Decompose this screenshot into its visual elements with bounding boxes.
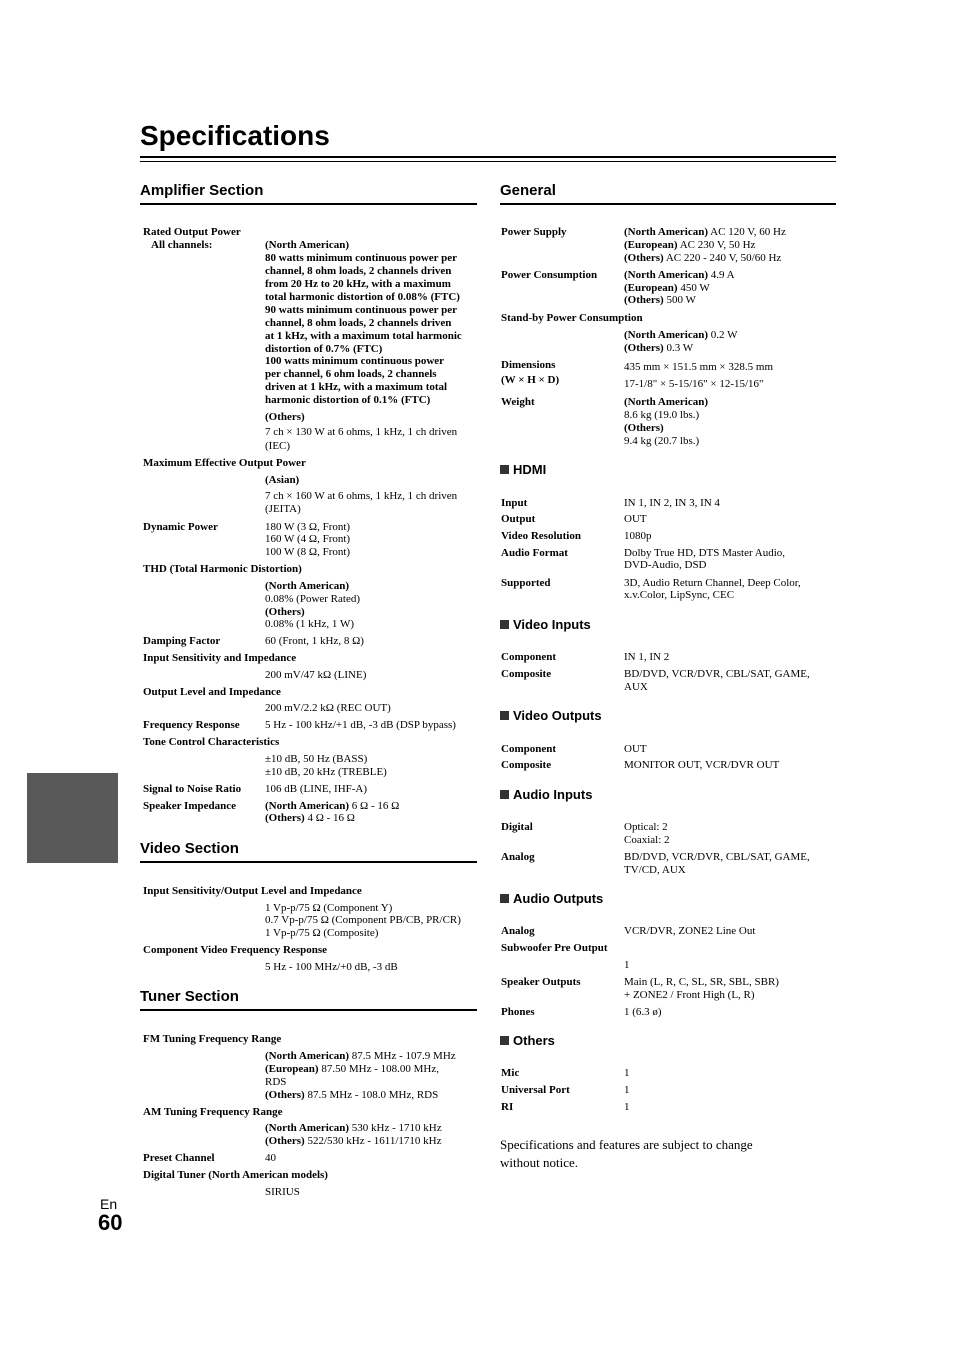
spec-value: OUT [624,743,647,755]
spec-label: AM Tuning Frequency Range [143,1106,283,1118]
spec-label: Analog [501,925,535,937]
region-label: (North American) [624,269,709,281]
subheading-text: Audio Inputs [513,787,593,802]
spec-label: Phones [501,1006,535,1018]
hdmi-subheading [500,462,546,478]
spec-label: Digital [501,821,533,833]
spec-value: channel, 8 ohm loads, 2 channels driven [265,265,452,277]
square-bullet-icon [500,894,509,903]
spec-value: per channel, 6 ohm loads, 2 channels [265,368,437,380]
spec-value: OUT [624,513,647,525]
spec-value: 80 watts minimum continuous power per [265,252,458,264]
audio-outputs-subheading [500,891,603,907]
spec-value: 1 (6.3 ø) [624,1006,662,1018]
spec-value [624,269,735,282]
general-section-heading: General [500,182,556,199]
title-rule-thin [140,161,836,162]
tuner-section-heading: Tuner Section [140,988,239,1005]
spec-value: 100 W (8 Ω, Front) [265,546,351,558]
spec-value [265,1050,456,1063]
spec-value: 1080p [624,530,652,542]
spec-label: Input [501,497,528,509]
spec-value: 17-1/8" × 5-15/16" × 12-15/16" [624,378,764,390]
amplifier-heading-rule [140,203,477,205]
spec-value: 5 Hz - 100 MHz/+0 dB, -3 dB [265,961,398,973]
spec-label: Stand-by Power Consumption [501,312,643,324]
spec-label: Component [501,743,557,755]
spec-value: x.v.Color, LipSync, CEC [624,589,735,601]
spec-value: 7 ch × 160 W at 6 ohms, 1 kHz, 1 ch driven [265,490,458,502]
subheading-text: Others [513,1033,555,1048]
spec-label: Signal to Noise Ratio [143,783,242,795]
amplifier-section-heading: Amplifier Section [140,182,264,199]
spec-label: Power Consumption [501,269,598,281]
spec-label: Audio Format [501,547,568,559]
spec-value [624,294,696,307]
spec-value: 200 mV/2.2 kΩ (REC OUT) [265,702,391,714]
spec-label: All channels: [151,239,213,251]
general-heading-rule [500,203,836,205]
spec-label: Subwoofer Pre Output [501,942,608,954]
region-label: (Others) [624,342,664,354]
spec-value: 8.6 kg (19.0 lbs.) [624,409,700,421]
value-text: 6 Ω - 16 Ω [349,800,400,812]
value-text: 450 W [677,282,710,294]
disclaimer-line: Specifications and features are subject to change [500,1137,753,1152]
spec-value: IN 1, IN 2 [624,651,670,663]
region-label: (Others) [265,411,305,423]
video-heading-rule [140,861,477,863]
spec-value: 200 mV/47 kΩ (LINE) [265,669,367,681]
spec-value: (IEC) [265,440,291,452]
spec-value: 60 (Front, 1 kHz, 8 Ω) [265,635,364,647]
region-label: (European) [265,1063,319,1075]
spec-value: 90 watts minimum continuous power per [265,304,458,316]
spec-disclaimer [500,1136,753,1172]
region-label: (Asian) [265,474,300,486]
spec-value: 7 ch × 130 W at 6 ohms, 1 kHz, 1 ch driven [265,426,458,438]
spec-value [265,1122,442,1135]
spec-value: Coaxial: 2 [624,834,670,846]
value-text: 522/530 kHz - 1611/1710 kHz [304,1135,442,1147]
region-label: (Others) [624,294,664,306]
spec-value: harmonic distortion of 0.1% (FTC) [265,394,431,406]
spec-value: RDS [265,1076,287,1088]
value-text: 0.2 W [708,329,738,341]
spec-value: AUX [624,681,648,693]
spec-value: distortion of 0.7% (FTC) [265,343,383,355]
spec-label: Composite [501,668,552,680]
spec-value: DVD-Audio, DSD [624,559,707,571]
spec-value: 0.7 Vp-p/75 Ω (Component PB/CB, PR/CR) [265,914,461,926]
subheading-text: Audio Outputs [513,891,604,906]
spec-value: BD/DVD, VCR/DVR, CBL/SAT, GAME, [624,668,810,680]
spec-label: Dimensions [501,359,556,371]
value-text: 87.5 MHz - 108.0 MHz, RDS [304,1089,439,1101]
spec-value: 0.08% (1 kHz, 1 W) [265,618,354,630]
region-label: (North American) [624,226,709,238]
language-label: En [100,1196,118,1212]
value-text: 0.3 W [663,342,694,354]
spec-label: Damping Factor [143,635,221,647]
spec-value: 1 [624,1084,630,1096]
spec-value: Optical: 2 [624,821,668,833]
spec-value: 5 Hz - 100 kHz/+1 dB, -3 dB (DSP bypass) [265,719,456,731]
spec-value: from 20 Hz to 20 kHz, with a maximum [265,278,451,290]
value-text: 500 W [663,294,696,306]
spec-label: Maximum Effective Output Power [143,457,306,469]
spec-value: IN 1, IN 2, IN 3, IN 4 [624,497,720,509]
spec-value [265,1135,442,1148]
spec-label: Input Sensitivity/Output Level and Impedance [143,885,362,897]
video-outputs-subheading [500,708,602,724]
disclaimer-line: without notice. [500,1155,578,1170]
spec-label: Weight [501,396,535,408]
region-label: (North American) [624,329,709,341]
square-bullet-icon [500,790,509,799]
square-bullet-icon [500,1036,509,1045]
spec-value: 106 dB (LINE, IHF-A) [265,783,368,795]
subheading-text: HDMI [513,462,547,477]
spec-label: Digital Tuner (North American models) [143,1169,328,1181]
spec-label: Supported [501,577,551,589]
spec-label: Output [501,513,536,525]
spec-value: VCR/DVR, ZONE2 Line Out [624,925,756,937]
spec-value [265,1089,438,1102]
spec-value: 9.4 kg (20.7 lbs.) [624,435,700,447]
region-label: (European) [624,282,678,294]
region-label: (North American) [624,396,709,408]
spec-value: ±10 dB, 20 kHz (TREBLE) [265,766,387,778]
spec-value [624,239,755,252]
spec-value: + ZONE2 / Front High (L, R) [624,989,755,1001]
page-number: 60 [98,1210,123,1235]
value-text: 87.50 MHz - 108.00 MHz, [318,1063,439,1075]
spec-value: 1 Vp-p/75 Ω (Component Y) [265,902,393,914]
spec-value: 3D, Audio Return Channel, Deep Color, [624,577,801,589]
square-bullet-icon [500,620,509,629]
spec-label: Mic [501,1067,520,1079]
spec-label: Rated Output Power [143,226,241,238]
spec-value: 1 [624,1101,630,1113]
spec-value: 1 [624,959,630,971]
square-bullet-icon [500,711,509,720]
spec-value: SIRIUS [265,1186,300,1198]
spec-label: Composite [501,759,552,771]
region-label: (North American) [265,239,350,251]
spec-value: (JEITA) [265,503,301,515]
spec-value: 1 [624,1067,630,1079]
spec-label: Tone Control Characteristics [143,736,280,748]
spec-label: Universal Port [501,1084,570,1096]
spec-value: Main (L, R, C, SL, SR, SBL, SBR) [624,976,779,988]
spec-value [265,812,355,825]
page-title: Specifications [140,120,330,151]
spec-value: 1 Vp-p/75 Ω (Composite) [265,927,379,939]
region-label: (Others) [265,1135,305,1147]
square-bullet-icon [500,465,509,474]
region-label: (Others) [265,606,305,618]
section-tab [27,773,118,863]
spec-label: THD (Total Harmonic Distortion) [143,563,302,575]
spec-label: Frequency Response [143,719,240,731]
subheading-text: Video Inputs [513,617,591,632]
value-text: AC 120 V, 60 Hz [708,226,786,238]
value-text: 87.5 MHz - 107.9 MHz [349,1050,456,1062]
spec-value: ±10 dB, 50 Hz (BASS) [265,753,368,765]
region-label: (North American) [265,800,350,812]
region-label: (North American) [265,1122,350,1134]
value-text: 4.9 A [708,269,735,281]
region-label: (North American) [265,580,350,592]
spec-value [624,329,737,342]
spec-label: Input Sensitivity and Impedance [143,652,297,664]
audio-inputs-subheading [500,787,592,803]
spec-value: MONITOR OUT, VCR/DVR OUT [624,759,780,771]
spec-value [624,252,781,265]
spec-label: Component Video Frequency Response [143,944,328,956]
spec-value: 100 watts minimum continuous power [265,355,445,367]
spec-value [624,226,786,239]
value-text: 530 kHz - 1710 kHz [349,1122,442,1134]
region-label: (Others) [624,422,664,434]
tuner-heading-rule [140,1009,477,1011]
spec-value: Dolby True HD, DTS Master Audio, [624,547,786,559]
spec-value: channel, 8 ohm loads, 2 channels driven [265,317,452,329]
spec-label: Speaker Impedance [143,800,236,812]
spec-label: Component [501,651,557,663]
spec-value: total harmonic distortion of 0.08% (FTC) [265,291,460,303]
subheading-text: Video Outputs [513,708,602,723]
video-inputs-subheading [500,617,591,633]
region-label: (Others) [624,252,664,264]
spec-value: 435 mm × 151.5 mm × 328.5 mm [624,361,773,373]
spec-value: driven at 1 kHz, with a maximum total [265,381,448,393]
spec-value [265,1063,439,1076]
spec-label: Preset Channel [143,1152,215,1164]
region-label: (Others) [265,812,305,824]
spec-label: (W × H × D) [501,374,560,386]
others-subheading [500,1033,555,1049]
video-section-heading: Video Section [140,840,239,857]
value-text: AC 220 - 240 V, 50/60 Hz [663,252,782,264]
region-label: (North American) [265,1050,350,1062]
spec-label: Speaker Outputs [501,976,581,988]
spec-value: TV/CD, AUX [624,864,686,876]
value-text: 4 Ω - 16 Ω [304,812,355,824]
region-label: (Others) [265,1089,305,1101]
spec-label: Dynamic Power [143,521,218,533]
title-rule [140,156,836,158]
spec-value: 180 W (3 Ω, Front) [265,521,351,533]
spec-value: 160 W (4 Ω, Front) [265,533,351,545]
spec-label: Video Resolution [501,530,581,542]
region-label: (European) [624,239,678,251]
spec-label: FM Tuning Frequency Range [143,1033,282,1045]
spec-value: BD/DVD, VCR/DVR, CBL/SAT, GAME, [624,851,810,863]
spec-value: 0.08% (Power Rated) [265,593,361,605]
spec-label: Output Level and Impedance [143,686,281,698]
spec-value [624,342,693,355]
spec-value: 40 [265,1152,276,1164]
spec-label: Analog [501,851,535,863]
spec-label: Power Supply [501,226,567,238]
value-text: AC 230 V, 50 Hz [677,239,756,251]
spec-label: RI [501,1101,514,1113]
spec-value: at 1 kHz, with a maximum total harmonic [265,330,462,342]
